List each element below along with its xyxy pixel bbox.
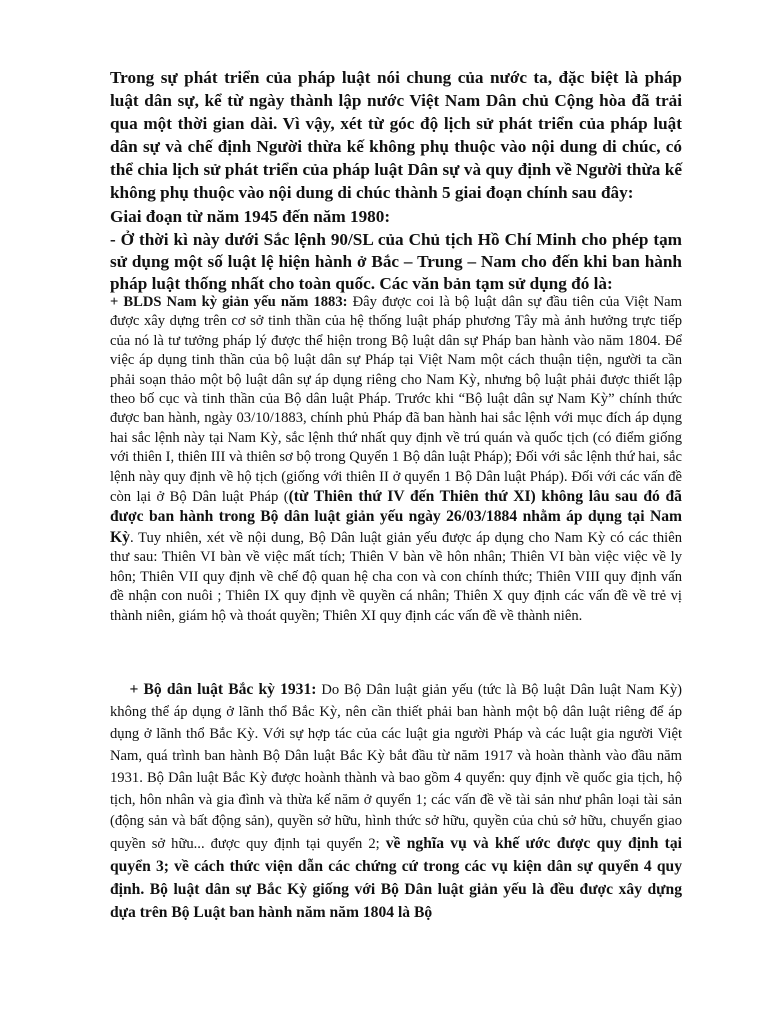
paragraph-label: + BLDS Nam kỳ giản yếu năm 1883: bbox=[110, 294, 348, 310]
paragraph-bac-ky-code bbox=[110, 679, 682, 925]
paragraph-bold-text: (từ Thiên thứ IV đến Thiên thứ XI) không lâu sau đó đã được ban hành trong Bộ dân luật giản yếu ngày 26/03/1884 nhằm áp dụng tại Nam Kỳ bbox=[110, 488, 682, 546]
lead-paragraph: - Ở thời kì này dưới Sắc lệnh 90/SL của Chủ tịch Hồ Chí Minh cho phép tạm sử dụng một số luật lệ hiện hành ở Bắc – Trung – Nam cho đến khi ban hành pháp luật thống nhất cho toàn quốc. Các văn bản tạm sử dụng đó là: bbox=[110, 230, 682, 293]
intro-paragraph: Trong sự phát triển của pháp luật nói chung của nước ta, đặc biệt là pháp luật dân sự, kể từ ngày thành lập nước Việt Nam Dân chủ Cộng hòa đã trải qua một thời gian dài. Vì vậy, xét từ góc độ lịch sử phát triển của pháp luật dân sự và chế định Người thừa kế không phụ thuộc vào nội dung di chúc, có thể chia lịch sử phát triển của pháp luật Dân sự và quy định về Người thừa kế không phụ thuộc vào nội dung di chúc thành 5 giai đoạn chính sau đây: bbox=[110, 68, 682, 202]
paragraph-label: + Bộ dân luật Bắc kỳ 1931: bbox=[129, 681, 317, 698]
paragraph-text: Đây được coi là bộ luật dân sự đầu tiên của Việt Nam được xây dựng trên cơ sở tinh thần của hệ thống luật pháp phương Tây mà ảnh hưởng trực tiếp của nó là tư tưởng pháp lý được thể hiện trong Bộ luật dân sự Pháp ban hành vào năm 1804. Để việc áp dụng tinh thần của bộ luật dân sự Pháp tại Việt Nam một cách thuận tiện, người ta cần phải soạn thảo một bộ luật dân sự áp dụng riêng cho Nam Kỳ, nhưng bộ luật phải được thiết lập theo bố cục và tinh thần của Bộ dân luật Pháp. Trước khi “Bộ luật dân sự Nam Kỳ” chính thức được ban hành, ngày 03/10/1883, chính phủ Pháp đã ban hành hai sắc lệnh với mục đích áp dụng hai sắc lệnh này tại Nam Kỳ, sắc lệnh thứ nhất quy định về trú quán và quốc tịch (có điểm giống với thiên I, thiên III và thiên sơ bộ trong Quyển 1 Bộ dân luật Pháp); Đối với sắc lệnh thứ hai, sắc lệnh này quy định về hộ tịch (giống với thiên II ở quyển 1 Bộ Dân luật Pháp). Đối với các vấn đề còn lại ở Bộ Dân luật Pháp ( bbox=[110, 294, 682, 506]
paragraph-text: Do Bộ Dân luật giản yếu (tức là Bộ luật Dân luật Nam Kỳ) không thể áp dụng ở lãnh thổ Bắc Kỳ, nên cần thiết phải ban hành một bộ dân luật riêng để áp dụng ở lãnh thổ Bắc Kỳ. Với sự hợp tác của các luật gia người Pháp và các luật gia người Việt Nam, quá trình ban hành Bộ Dân luật Bắc Kỳ bắt đầu từ năm 1917 và hoàn thành vào đầu năm 1931. Bộ Dân luật Bắc Kỳ được hoành thành và bao gồm 4 quyển: quy định về quốc gia tịch, hộ tịch, hôn nhân và gia đình và thừa kế năm ở quyển 1; các vấn đề về tài sản như phân loại tài sản (động sản và bất động sản), quyền sở hữu, hình thức sở hữu, quyền của chủ sở hữu, chuyển giao quyền sở hữu... được quy định tại quyển 2; bbox=[110, 682, 682, 853]
paragraph-text: . Tuy nhiên, xét về nội dung, Bộ Dân luật giản yếu được áp dụng cho Nam Kỳ có các thiên thư sau: Thiên VI bàn về việc mất tích; Thiên V bàn về hôn nhân; Thiên VI bàn việc việc về ly hôn; Thiên VII quy định về chế độ quan hệ cha con và con chính thức; Thiên VIII quy định vấn đề nhận con nuôi ; Thiên IX quy định về quyền cá nhân; Thiên X quy định các vấn đề về trẻ vị thành niên, giám hộ và thoát quyền; Thiên XI quy định các vấn đề về thành niên. bbox=[110, 529, 682, 624]
period-heading: Giai đoạn từ năm 1945 đến năm 1980: bbox=[110, 207, 391, 226]
paragraph-bold-text: về nghĩa vụ và khế ước được quy định tại quyển 3; về cách thức viện dẫn các chứng cứ trong các vụ kiện dân sự quyển 4 quy định. Bộ luật dân sự Bắc Kỳ giống với Bộ Dân luật giản yếu là đều được xây dựng dựa trên Bộ Luật ban hành năm năm 1804 là Bộ bbox=[110, 835, 682, 922]
paragraph-nam-ky-code bbox=[110, 293, 682, 626]
